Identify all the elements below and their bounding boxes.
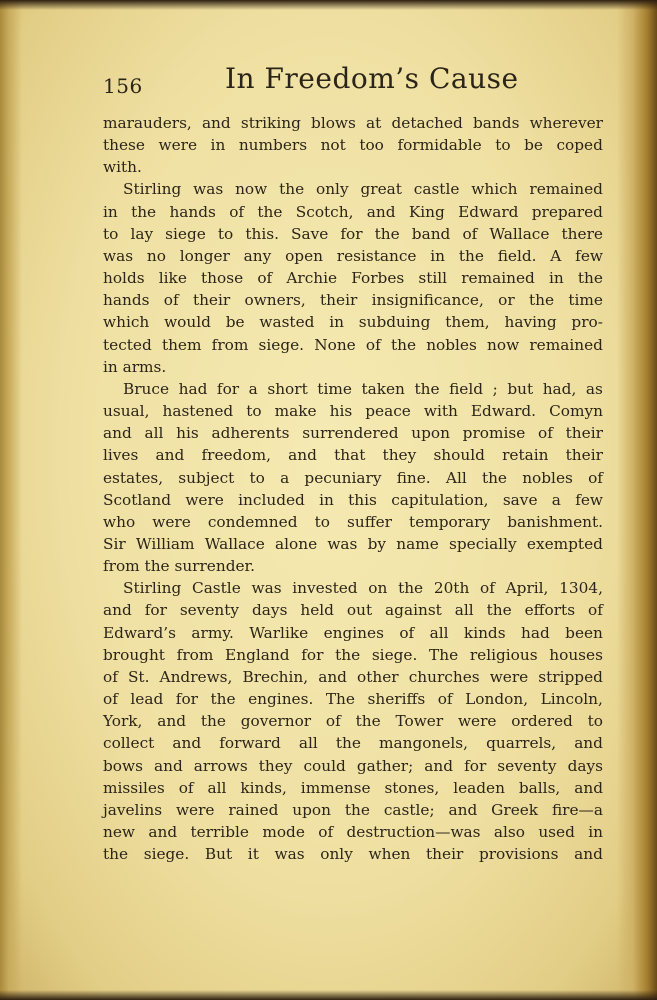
text-line: brought from England for the siege. The religious houses bbox=[103, 645, 603, 664]
page-top-shadow bbox=[0, 0, 657, 10]
page-gutter-shadow bbox=[0, 0, 22, 1000]
page-header bbox=[103, 62, 603, 102]
text-line: and for seventy days held out against all the efforts of bbox=[103, 601, 603, 620]
text-line: these were in numbers not too formidable to be coped bbox=[103, 136, 603, 155]
text-line: Edward’s army. Warlike engines of all kinds had been bbox=[103, 623, 603, 642]
text-line: Stirling was now the only great castle which remained bbox=[123, 180, 603, 199]
text-line: marauders, and striking blows at detached bands wherever bbox=[103, 114, 603, 132]
text-line: tected them from siege. None of the nobles now remained bbox=[103, 335, 603, 354]
text-line: was no longer any open resistance in the field. A few bbox=[103, 246, 603, 265]
body-text bbox=[103, 112, 603, 865]
text-line: of St. Andrews, Brechin, and other churches were stripped bbox=[103, 667, 603, 686]
text-line: who were condemned to suffer temporary banishment. bbox=[103, 512, 603, 531]
text-line: missiles of all kinds, immense stones, leaden balls, and bbox=[103, 778, 603, 797]
text-line: lives and freedom, and that they should retain their bbox=[103, 446, 603, 465]
page-edge-shadow bbox=[617, 0, 657, 1000]
text-line: Stirling Castle was invested on the 20th of April, 1304, bbox=[123, 579, 603, 598]
page-number: 156 bbox=[103, 74, 143, 98]
text-line: with. bbox=[103, 158, 142, 177]
text-line: which would be wasted in subduing them, having pro- bbox=[103, 313, 603, 332]
running-title: In Freedom’s Cause bbox=[225, 62, 519, 95]
text-line: York, and the governor of the Tower were ordered to bbox=[103, 712, 603, 731]
text-line: collect and forward all the mangonels, quarrels, and bbox=[103, 734, 603, 753]
text-line: bows and arrows they could gather; and for seventy days bbox=[103, 756, 603, 775]
text-line: to lay siege to this. Save for the band of Wallace there bbox=[103, 224, 603, 243]
text-line: in the hands of the Scotch, and King Edward prepared bbox=[103, 202, 603, 221]
text-line: holds like those of Archie Forbes still remained in the bbox=[103, 269, 603, 288]
text-line: the siege. But it was only when their provisions and bbox=[103, 845, 603, 864]
text-line: Bruce had for a short time taken the field ; but had, as bbox=[123, 379, 603, 398]
text-line: Scotland were included in this capitulation, save a few bbox=[103, 490, 603, 509]
text-line: usual, hastened to make his peace with Edward. Comyn bbox=[103, 402, 603, 421]
page-bottom-shadow bbox=[0, 990, 657, 1000]
text-line: and all his adherents surrendered upon promise of their bbox=[103, 424, 603, 443]
text-line: of lead for the engines. The sheriffs of London, Lincoln, bbox=[103, 690, 603, 709]
text-line: Sir William Wallace alone was by name specially exempted bbox=[103, 534, 603, 553]
text-line: javelins were rained upon the castle; and Greek fire—a bbox=[103, 800, 603, 819]
text-line: new and terrible mode of destruction—was also used in bbox=[103, 823, 603, 841]
text-line: in arms. bbox=[103, 357, 167, 376]
text-line: from the surrender. bbox=[103, 557, 256, 576]
text-line: estates, subject to a pecuniary fine. All the nobles of bbox=[103, 468, 603, 487]
text-line: hands of their owners, their insignificance, or the time bbox=[103, 291, 603, 310]
